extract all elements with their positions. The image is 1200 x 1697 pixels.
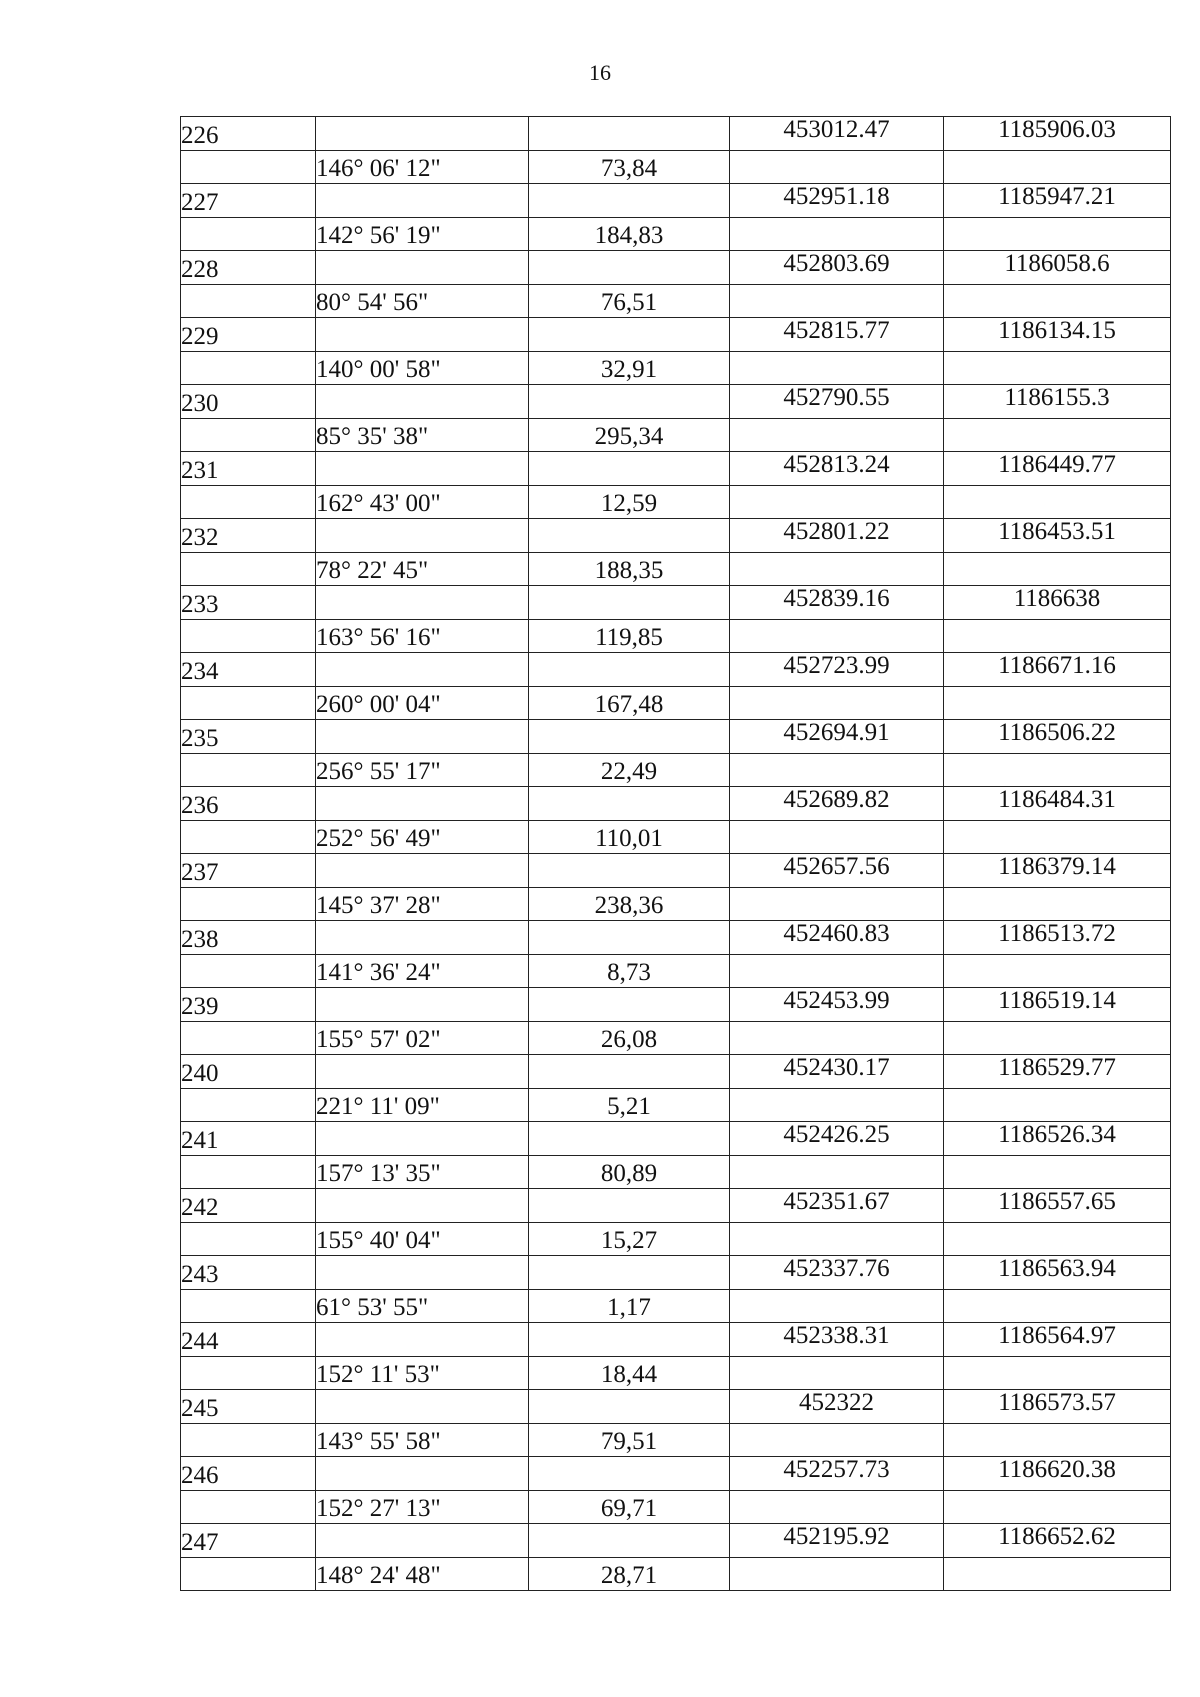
table-row-vertex [181,184,1171,218]
angle-cell: 155° 57' 02" [316,1021,529,1055]
length-cell: 1,17 [529,1289,730,1323]
angle-cell [316,653,529,687]
length-cell: 32,91 [529,351,730,385]
angle-cell [316,854,529,888]
table-row-segment [181,619,1171,653]
length-cell [529,1390,730,1424]
y-coordinate-cell [944,217,1171,251]
table-row-vertex [181,251,1171,285]
table-row-vertex [181,1189,1171,1223]
x-coordinate-cell: 452815.77 [730,318,944,352]
angle-cell: 221° 11' 09" [316,1088,529,1122]
length-cell [529,586,730,620]
x-coordinate-cell [730,1423,944,1457]
y-coordinate-cell [944,686,1171,720]
point-cell: 233 [181,586,316,620]
table-row-vertex [181,1055,1171,1089]
y-coordinate-cell: 1186058.6 [944,251,1171,285]
coordinates-table [180,116,1171,1591]
point-cell [181,820,316,854]
y-coordinate-cell: 1186573.57 [944,1390,1171,1424]
length-cell: 184,83 [529,217,730,251]
length-cell: 5,21 [529,1088,730,1122]
x-coordinate-cell: 452257.73 [730,1457,944,1491]
angle-cell: 256° 55' 17" [316,753,529,787]
table-row-segment [181,887,1171,921]
table-row-vertex [181,385,1171,419]
x-coordinate-cell: 452426.25 [730,1122,944,1156]
angle-cell [316,184,529,218]
x-coordinate-cell: 452338.31 [730,1323,944,1357]
point-cell: 246 [181,1457,316,1491]
table-row-segment [181,1423,1171,1457]
x-coordinate-cell: 452460.83 [730,921,944,955]
point-cell [181,1155,316,1189]
y-coordinate-cell: 1186513.72 [944,921,1171,955]
y-coordinate-cell [944,1423,1171,1457]
y-coordinate-cell [944,820,1171,854]
y-coordinate-cell [944,1289,1171,1323]
angle-cell [316,1189,529,1223]
x-coordinate-cell: 452723.99 [730,653,944,687]
y-coordinate-cell: 1186529.77 [944,1055,1171,1089]
x-coordinate-cell [730,686,944,720]
length-cell [529,184,730,218]
table-row-vertex [181,519,1171,553]
table-row-segment [181,954,1171,988]
length-cell: 80,89 [529,1155,730,1189]
y-coordinate-cell: 1186519.14 [944,988,1171,1022]
angle-cell: 152° 27' 13" [316,1490,529,1524]
y-coordinate-cell [944,1088,1171,1122]
x-coordinate-cell: 452803.69 [730,251,944,285]
length-cell: 110,01 [529,820,730,854]
length-cell: 12,59 [529,485,730,519]
x-coordinate-cell [730,1222,944,1256]
table-row-vertex [181,787,1171,821]
x-coordinate-cell: 452337.76 [730,1256,944,1290]
length-cell [529,1122,730,1156]
table-row-segment [181,1490,1171,1524]
y-coordinate-cell [944,619,1171,653]
x-coordinate-cell [730,418,944,452]
x-coordinate-cell: 453012.47 [730,117,944,151]
length-cell [529,1256,730,1290]
angle-cell [316,1323,529,1357]
angle-cell [316,921,529,955]
point-cell: 228 [181,251,316,285]
angle-cell: 155° 40' 04" [316,1222,529,1256]
table-row-vertex [181,117,1171,151]
table-row-vertex [181,318,1171,352]
length-cell [529,251,730,285]
angle-cell: 85° 35' 38" [316,418,529,452]
table-row-vertex [181,586,1171,620]
y-coordinate-cell: 1186134.15 [944,318,1171,352]
length-cell [529,385,730,419]
x-coordinate-cell [730,753,944,787]
angle-cell [316,1122,529,1156]
length-cell [529,988,730,1022]
point-cell: 231 [181,452,316,486]
angle-cell [316,1390,529,1424]
angle-cell: 146° 06' 12" [316,150,529,184]
y-coordinate-cell: 1186155.3 [944,385,1171,419]
table-row-segment [181,1222,1171,1256]
length-cell: 238,36 [529,887,730,921]
y-coordinate-cell: 1186526.34 [944,1122,1171,1156]
table-row-vertex [181,452,1171,486]
table-row-segment [181,217,1171,251]
angle-cell [316,385,529,419]
table-row-vertex [181,921,1171,955]
point-cell: 232 [181,519,316,553]
table-row-vertex [181,1323,1171,1357]
length-cell: 79,51 [529,1423,730,1457]
x-coordinate-cell: 452839.16 [730,586,944,620]
x-coordinate-cell [730,954,944,988]
point-cell [181,753,316,787]
table-row-segment [181,686,1171,720]
point-cell: 234 [181,653,316,687]
x-coordinate-cell: 452694.91 [730,720,944,754]
length-cell: 26,08 [529,1021,730,1055]
y-coordinate-cell: 1186557.65 [944,1189,1171,1223]
page-number: 16 [589,60,611,85]
angle-cell [316,1457,529,1491]
angle-cell: 157° 13' 35" [316,1155,529,1189]
point-cell: 237 [181,854,316,888]
angle-cell [316,117,529,151]
y-coordinate-cell: 1186379.14 [944,854,1171,888]
y-coordinate-cell [944,1490,1171,1524]
point-cell [181,1021,316,1055]
x-coordinate-cell: 452790.55 [730,385,944,419]
x-coordinate-cell: 452813.24 [730,452,944,486]
length-cell: 15,27 [529,1222,730,1256]
x-coordinate-cell [730,1557,944,1591]
table-row-vertex [181,988,1171,1022]
length-cell [529,452,730,486]
point-cell [181,887,316,921]
table-row-vertex [181,653,1171,687]
angle-cell: 145° 37' 28" [316,887,529,921]
point-cell [181,954,316,988]
angle-cell: 78° 22' 45" [316,552,529,586]
x-coordinate-cell [730,887,944,921]
x-coordinate-cell [730,1088,944,1122]
y-coordinate-cell: 1186563.94 [944,1256,1171,1290]
length-cell: 73,84 [529,150,730,184]
point-cell [181,686,316,720]
angle-cell [316,1524,529,1558]
y-coordinate-cell [944,418,1171,452]
point-cell [181,485,316,519]
length-cell: 22,49 [529,753,730,787]
x-coordinate-cell: 452430.17 [730,1055,944,1089]
point-cell [181,1356,316,1390]
point-cell: 230 [181,385,316,419]
point-cell: 243 [181,1256,316,1290]
point-cell [181,1088,316,1122]
y-coordinate-cell: 1186620.38 [944,1457,1171,1491]
length-cell [529,720,730,754]
table-row-segment [181,552,1171,586]
y-coordinate-cell [944,351,1171,385]
x-coordinate-cell [730,1490,944,1524]
table-row-vertex [181,720,1171,754]
y-coordinate-cell: 1186564.97 [944,1323,1171,1357]
angle-cell [316,1256,529,1290]
table-row-vertex [181,1256,1171,1290]
length-cell [529,921,730,955]
length-cell [529,653,730,687]
point-cell: 236 [181,787,316,821]
table-row-vertex [181,1390,1171,1424]
y-coordinate-cell: 1186671.16 [944,653,1171,687]
point-cell: 226 [181,117,316,151]
table-row-segment [181,1155,1171,1189]
length-cell: 167,48 [529,686,730,720]
point-cell [181,150,316,184]
x-coordinate-cell [730,820,944,854]
table-row-vertex [181,1457,1171,1491]
angle-cell: 80° 54' 56" [316,284,529,318]
table-row-segment [181,485,1171,519]
y-coordinate-cell: 1186638 [944,586,1171,620]
point-cell: 227 [181,184,316,218]
y-coordinate-cell: 1186453.51 [944,519,1171,553]
y-coordinate-cell: 1186506.22 [944,720,1171,754]
table-row-segment [181,753,1171,787]
table-row-segment [181,1088,1171,1122]
table-row-segment [181,1557,1171,1591]
length-cell: 28,71 [529,1557,730,1591]
length-cell: 18,44 [529,1356,730,1390]
y-coordinate-cell [944,150,1171,184]
length-cell: 119,85 [529,619,730,653]
x-coordinate-cell [730,1155,944,1189]
x-coordinate-cell [730,1356,944,1390]
point-cell: 235 [181,720,316,754]
y-coordinate-cell: 1186484.31 [944,787,1171,821]
y-coordinate-cell: 1185906.03 [944,117,1171,151]
point-cell [181,1222,316,1256]
y-coordinate-cell: 1186652.62 [944,1524,1171,1558]
angle-cell [316,720,529,754]
point-cell [181,1557,316,1591]
angle-cell [316,1055,529,1089]
x-coordinate-cell [730,552,944,586]
table-row-segment [181,150,1171,184]
length-cell: 295,34 [529,418,730,452]
angle-cell [316,787,529,821]
angle-cell: 140° 00' 58" [316,351,529,385]
table-row-segment [181,351,1171,385]
y-coordinate-cell [944,1356,1171,1390]
x-coordinate-cell: 452657.56 [730,854,944,888]
angle-cell: 163° 56' 16" [316,619,529,653]
x-coordinate-cell: 452195.92 [730,1524,944,1558]
angle-cell: 152° 11' 53" [316,1356,529,1390]
table-row-vertex [181,854,1171,888]
point-cell [181,1490,316,1524]
angle-cell: 260° 00' 04" [316,686,529,720]
table-row-segment [181,820,1171,854]
angle-cell [316,586,529,620]
angle-cell: 141° 36' 24" [316,954,529,988]
angle-cell [316,318,529,352]
y-coordinate-cell [944,1021,1171,1055]
length-cell [529,787,730,821]
y-coordinate-cell [944,284,1171,318]
length-cell [529,1055,730,1089]
angle-cell: 142° 56' 19" [316,217,529,251]
x-coordinate-cell: 452322 [730,1390,944,1424]
table-row-vertex [181,1524,1171,1558]
table-row-segment [181,284,1171,318]
angle-cell [316,452,529,486]
point-cell: 245 [181,1390,316,1424]
x-coordinate-cell [730,1021,944,1055]
length-cell [529,1323,730,1357]
y-coordinate-cell: 1185947.21 [944,184,1171,218]
angle-cell [316,988,529,1022]
length-cell [529,1457,730,1491]
y-coordinate-cell [944,552,1171,586]
point-cell: 241 [181,1122,316,1156]
point-cell [181,552,316,586]
angle-cell: 143° 55' 58" [316,1423,529,1457]
y-coordinate-cell [944,485,1171,519]
point-cell [181,284,316,318]
y-coordinate-cell [944,1155,1171,1189]
y-coordinate-cell [944,1222,1171,1256]
point-cell: 239 [181,988,316,1022]
point-cell [181,619,316,653]
x-coordinate-cell [730,150,944,184]
point-cell [181,418,316,452]
coordinates-table-body [181,117,1171,1591]
x-coordinate-cell: 452689.82 [730,787,944,821]
angle-cell: 61° 53' 55" [316,1289,529,1323]
point-cell [181,1423,316,1457]
x-coordinate-cell [730,1289,944,1323]
x-coordinate-cell [730,217,944,251]
length-cell [529,318,730,352]
point-cell: 247 [181,1524,316,1558]
point-cell: 238 [181,921,316,955]
angle-cell: 148° 24' 48" [316,1557,529,1591]
length-cell [529,519,730,553]
length-cell: 188,35 [529,552,730,586]
y-coordinate-cell: 1186449.77 [944,452,1171,486]
length-cell: 8,73 [529,954,730,988]
point-cell: 242 [181,1189,316,1223]
point-cell: 244 [181,1323,316,1357]
y-coordinate-cell [944,954,1171,988]
x-coordinate-cell: 452951.18 [730,184,944,218]
point-cell [181,217,316,251]
point-cell [181,351,316,385]
length-cell: 76,51 [529,284,730,318]
table-row-segment [181,1356,1171,1390]
x-coordinate-cell [730,284,944,318]
table-row-segment [181,418,1171,452]
x-coordinate-cell [730,351,944,385]
point-cell: 229 [181,318,316,352]
angle-cell: 162° 43' 00" [316,485,529,519]
table-row-segment [181,1289,1171,1323]
angle-cell [316,251,529,285]
length-cell: 69,71 [529,1490,730,1524]
x-coordinate-cell [730,619,944,653]
angle-cell [316,519,529,553]
y-coordinate-cell [944,887,1171,921]
x-coordinate-cell: 452453.99 [730,988,944,1022]
length-cell [529,854,730,888]
y-coordinate-cell [944,1557,1171,1591]
length-cell [529,117,730,151]
table-row-segment [181,1021,1171,1055]
y-coordinate-cell [944,753,1171,787]
length-cell [529,1524,730,1558]
point-cell: 240 [181,1055,316,1089]
x-coordinate-cell: 452351.67 [730,1189,944,1223]
x-coordinate-cell: 452801.22 [730,519,944,553]
angle-cell: 252° 56' 49" [316,820,529,854]
length-cell [529,1189,730,1223]
point-cell [181,1289,316,1323]
table-row-vertex [181,1122,1171,1156]
x-coordinate-cell [730,485,944,519]
